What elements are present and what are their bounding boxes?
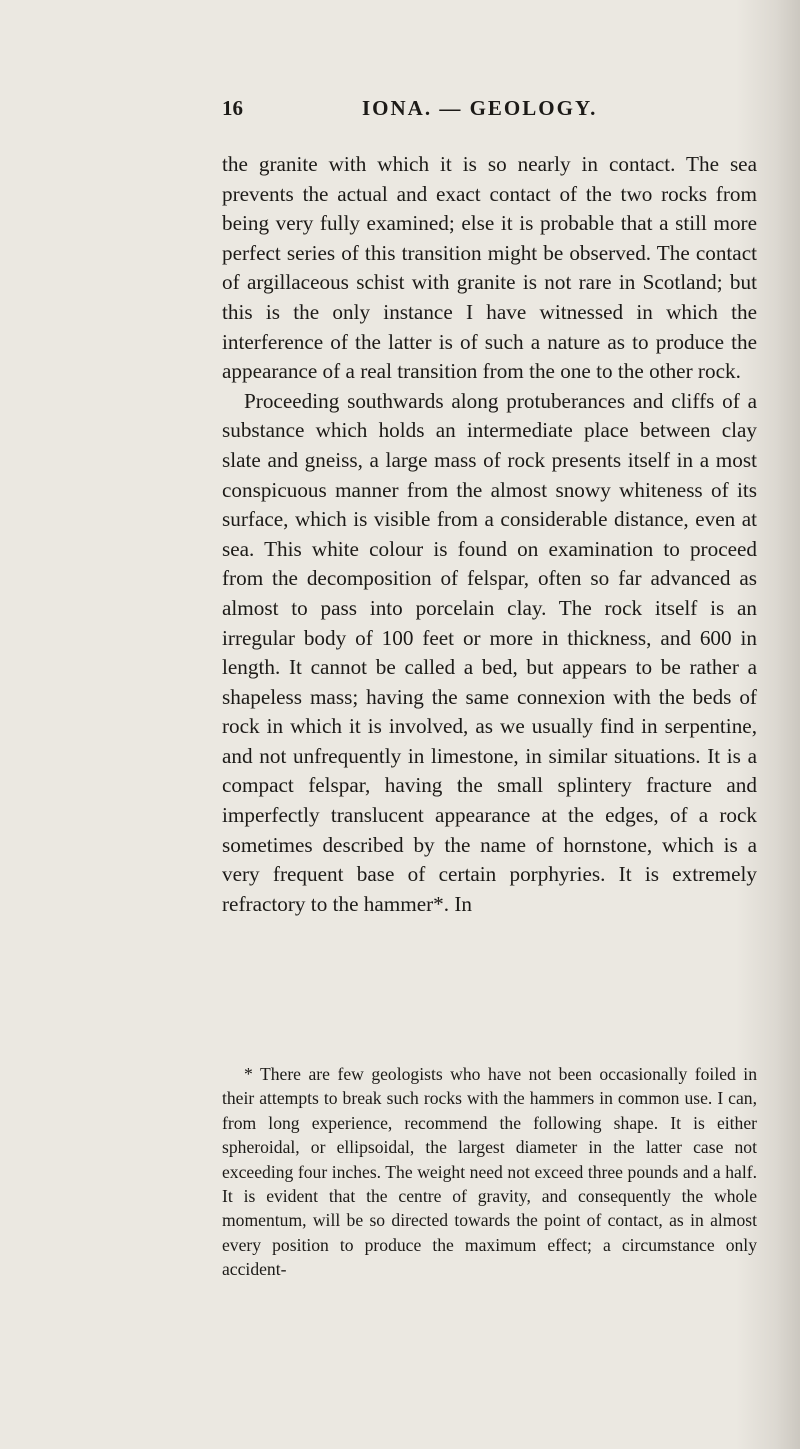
paragraph: Proceeding southwards along protuberances and cliffs of a substance which holds an intermediate place between clay slate and gneiss, a large mass of rock presents itself in a most conspicuous manner from the almost snowy whiteness of its surface, which is visible from a considerable distance, even at sea. This white colour is found on examination to proceed from the decomposition of felspar, often so far advanced as almost to pass into porcelain clay. The rock itself is an irregular body of 100 feet or more in thickness, and 600 in length. It cannot be called a bed, but appears to be rather a shapeless mass; having the same connexion with the beds of rock in which it is involved, as we usually find in serpentine, and not unfrequently in limestone, in similar situations. It is a compact felspar, having the small splintery fracture and imperfectly translucent appearance at the edges, of a rock sometimes described by the name of hornstone, which is a very frequent base of certain porphyries. It is extremely refractory to the hammer*. In <box>222 388 757 916</box>
paragraph: the granite with which it is so nearly in contact. The sea prevents the actual and exact contact of the two rocks from being very fully examined; else it is probable that a still more perfect series of this transition might be observed. The contact of argillaceous schist with granite is not rare in Scotland; but this is the only instance I have witnessed in which the interference of the latter is of such a nature as to produce the appearance of a real transition from the one to the other rock. <box>222 152 757 384</box>
footnote <box>222 1062 757 1282</box>
footnote-text: * There are few geologists who have not been occasionally foiled in their attempts to break such rocks with the hammers in common use. I can, from long experience, recommend the following shape. It is either spheroidal, or ellipsoidal, the largest diameter in the latter case not exceeding four inches. The weight need not exceed three pounds and a half. It is evident that the centre of gravity, and consequently the whole momentum, will be so directed towards the point of contact, as in almost every position to produce the maximum effect; a circumstance only accident- <box>222 1064 757 1280</box>
running-title: IONA. — GEOLOGY. <box>362 96 598 120</box>
main-text <box>222 150 757 919</box>
page-number: 16 <box>222 96 243 120</box>
